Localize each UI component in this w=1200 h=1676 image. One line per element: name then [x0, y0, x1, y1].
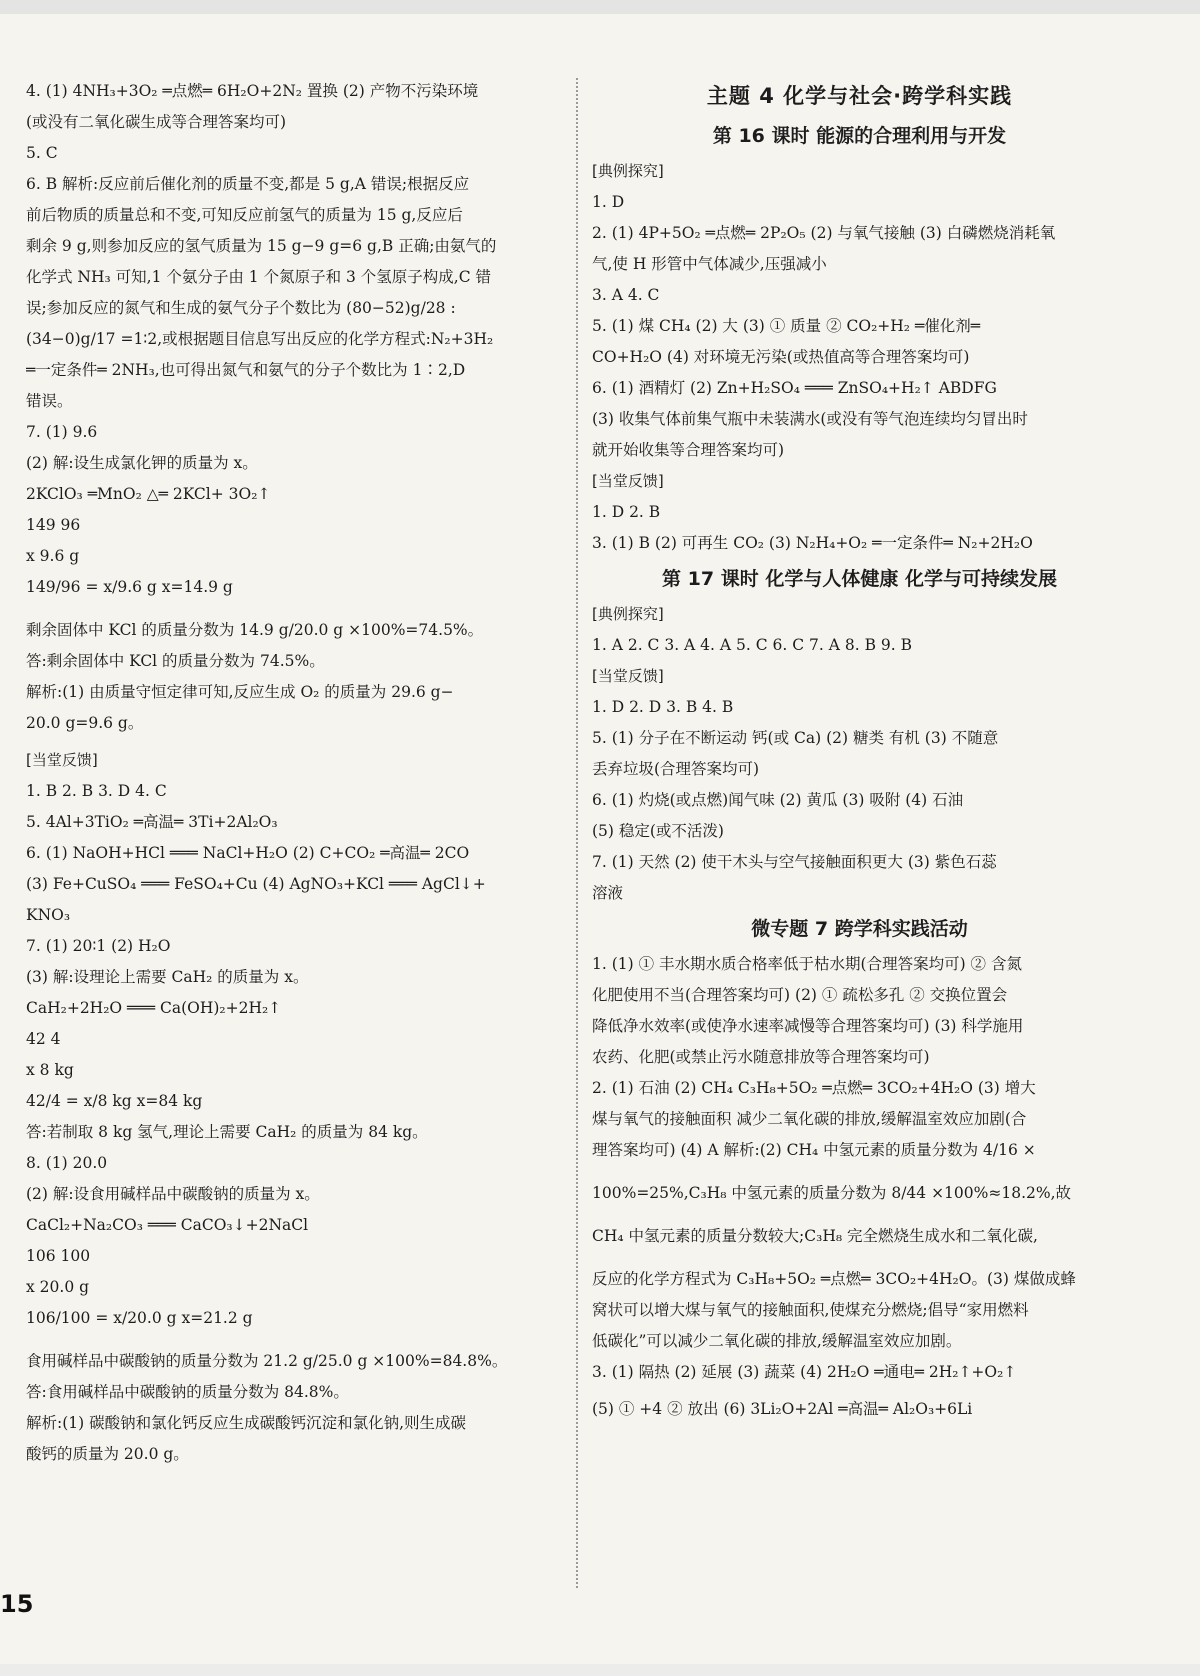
- text-line: 1. D: [592, 193, 625, 211]
- text-line: 误;参加反应的氮气和生成的氨气分子个数比为 (80−52)g/28 :: [26, 299, 456, 317]
- spacer: [592, 1252, 1127, 1264]
- text-line: 5. (1) 分子在不断运动 钙(或 Ca) (2) 糖类 有机 (3) 不随意: [592, 729, 999, 747]
- text-line: 149/96 = x/9.6 g x=14.9 g: [26, 578, 233, 596]
- subsection-label: [典例探究]: [592, 605, 664, 623]
- text-line: 3. (1) B (2) 可再生 CO₂ (3) N₂H₄+O₂ ═一定条件═ N₂+2H₂O: [592, 534, 1033, 552]
- column-divider: [576, 78, 578, 1588]
- text-line: 窝状可以增大煤与氧气的接触面积,使煤充分燃烧;倡导“家用燃料: [592, 1301, 1029, 1319]
- text-line: CH₄ 中氢元素的质量分数较大;C₃H₈ 完全燃烧生成水和二氧化碳,: [592, 1227, 1038, 1245]
- text-line: 前后物质的质量总和不变,可知反应前氢气的质量为 15 g,反应后: [26, 206, 463, 224]
- text-line: 7. (1) 天然 (2) 使干木头与空气接触面积更大 (3) 紫色石蕊: [592, 853, 997, 871]
- text-line: 106/100 = x/20.0 g x=21.2 g: [26, 1309, 253, 1327]
- text-line: 6. (1) 酒精灯 (2) Zn+H₂SO₄ ═══ ZnSO₄+H₂↑ ABDFG: [592, 379, 997, 397]
- section-title: 第 16 课时 能源的合理利用与开发: [712, 125, 1007, 147]
- text-line: ═一定条件═ 2NH₃,也可得出氮气和氨气的分子个数比为 1∶2,D: [26, 361, 466, 379]
- text-line: 1. (1) ① 丰水期水质合格率低于枯水期(合理答案均可) ② 含氮: [592, 955, 1022, 973]
- text-line: 100%=25%,C₃H₈ 中氢元素的质量分数为 8/44 ×100%≈18.2%,故: [592, 1184, 1072, 1202]
- topic-title: 主题 4 化学与社会·跨学科实践: [706, 84, 1013, 108]
- text-line: 就开始收集等合理答案均可): [592, 441, 785, 459]
- text-line: KNO₃: [26, 906, 71, 924]
- text-line: 6. (1) 灼烧(或点燃)闻气味 (2) 黄瓜 (3) 吸附 (4) 石油: [592, 791, 964, 809]
- text-line: 1. D 2. D 3. B 4. B: [592, 698, 734, 716]
- text-line: 丢弃垃圾(合理答案均可): [592, 760, 760, 778]
- spacer: [26, 603, 566, 615]
- text-line: 解析:(1) 碳酸钠和氯化钙反应生成碳酸钙沉淀和氯化钠,则生成碳: [26, 1414, 467, 1432]
- text-line: 3. A 4. C: [592, 286, 660, 304]
- text-line: (2) 解:设生成氯化钾的质量为 x。: [26, 454, 258, 472]
- text-line: x 8 kg: [26, 1061, 74, 1079]
- text-line: 2. (1) 石油 (2) CH₄ C₃H₈+5O₂ ═点燃═ 3CO₂+4H₂O (3) 增大: [592, 1079, 1036, 1097]
- text-line: 3. (1) 隔热 (2) 延展 (3) 蔬菜 (4) 2H₂O ═通电═ 2H₂↑+O₂↑: [592, 1363, 1017, 1381]
- section-title: 微专题 7 跨学科实践活动: [751, 918, 968, 940]
- text-line: 降低净水效率(或使净水速率减慢等合理答案均可) (3) 科学施用: [592, 1017, 1024, 1035]
- text-line: 低碳化”可以减少二氧化碳的排放,缓解温室效应加剧。: [592, 1332, 962, 1350]
- text-line: 5. (1) 煤 CH₄ (2) 大 (3) ① 质量 ② CO₂+H₂ ═催化剂═: [592, 317, 981, 335]
- right-column: [592, 76, 1127, 1425]
- text-line: (3) 收集气体前集气瓶中未装满水(或没有等气泡连续均匀冒出时: [592, 410, 1028, 428]
- spacer: [26, 1334, 566, 1346]
- text-line: 20.0 g=9.6 g。: [26, 714, 144, 732]
- text-line: (3) 解:设理论上需要 CaH₂ 的质量为 x。: [26, 968, 309, 986]
- text-line: 剩余 9 g,则参加反应的氢气质量为 15 g−9 g=6 g,B 正确;由氨气的: [26, 237, 497, 255]
- text-line: 答:若制取 8 kg 氢气,理论上需要 CaH₂ 的质量为 84 kg。: [26, 1123, 428, 1141]
- bottom-margin-band: [0, 1664, 1200, 1676]
- text-line: 6. (1) NaOH+HCl ═══ NaCl+H₂O (2) C+CO₂ ═高温═ 2CO: [26, 844, 470, 862]
- text-line: (5) 稳定(或不活泼): [592, 822, 724, 840]
- text-line: 理答案均可) (4) A 解析:(2) CH₄ 中氢元素的质量分数为 4/16 ×: [592, 1141, 1036, 1159]
- text-line: 42/4 = x/8 kg x=84 kg: [26, 1092, 203, 1110]
- text-line: 反应的化学方程式为 C₃H₈+5O₂ ═点燃═ 3CO₂+4H₂O。(3) 煤做成蜂: [592, 1270, 1076, 1288]
- subsection-label: [当堂反馈]: [592, 667, 664, 685]
- text-line: 7. (1) 20∶1 (2) H₂O: [26, 937, 171, 955]
- text-line: 答:剩余固体中 KCl 的质量分数为 74.5%。: [26, 652, 325, 670]
- text-line: 2KClO₃ ═MnO₂ △═ 2KCl+ 3O₂↑: [26, 485, 271, 503]
- text-line: 溶液: [592, 884, 624, 902]
- text-line: (2) 解:设食用碱样品中碳酸钠的质量为 x。: [26, 1185, 320, 1203]
- text-line: 煤与氧气的接触面积 减少二氧化碳的排放,缓解温室效应加剧(合: [592, 1110, 1027, 1128]
- subsection-label: [典例探究]: [592, 162, 664, 180]
- text-line: 1. B 2. B 3. D 4. C: [26, 782, 167, 800]
- text-line: 1. D 2. B: [592, 503, 661, 521]
- subsection-label: [当堂反馈]: [592, 472, 664, 490]
- text-line: CaCl₂+Na₂CO₃ ═══ CaCO₃↓+2NaCl: [26, 1216, 309, 1234]
- text-line: 5. 4Al+3TiO₂ ═高温═ 3Ti+2Al₂O₃: [26, 813, 278, 831]
- text-line: 农药、化肥(或禁止污水随意排放等合理答案均可): [592, 1048, 930, 1066]
- text-line: 4. (1) 4NH₃+3O₂ ═点燃═ 6H₂O+2N₂ 置换 (2) 产物不污染环境: [26, 82, 479, 100]
- text-line: (3) Fe+CuSO₄ ═══ FeSO₄+Cu (4) AgNO₃+KCl ═══ AgCl↓+: [26, 875, 486, 893]
- text-line: 食用碱样品中碳酸钠的质量分数为 21.2 g/25.0 g ×100%=84.8%。: [26, 1352, 508, 1370]
- text-line: 剩余固体中 KCl 的质量分数为 14.9 g/20.0 g ×100%=74.5%。: [26, 621, 484, 639]
- section-title: 第 17 课时 化学与人体健康 化学与可持续发展: [662, 568, 1057, 590]
- text-line: (34−0)g/17 =1∶2,或根据题目信息写出反应的化学方程式:N₂+3H₂: [26, 330, 494, 348]
- spacer: [592, 1166, 1127, 1178]
- text-line: 酸钙的质量为 20.0 g。: [26, 1445, 189, 1463]
- text-line: 化学式 NH₃ 可知,1 个氨分子由 1 个氮原子和 3 个氢原子构成,C 错: [26, 268, 492, 286]
- text-line: 8. (1) 20.0: [26, 1154, 108, 1172]
- text-line: 42 4: [26, 1030, 61, 1048]
- text-line: 气,使 H 形管中气体减少,压强减小: [592, 255, 827, 273]
- text-line: 2. (1) 4P+5O₂ ═点燃═ 2P₂O₅ (2) 与氧气接触 (3) 白磷燃烧消耗氧: [592, 224, 1056, 242]
- text-line: 149 96: [26, 516, 81, 534]
- spacer: [592, 1209, 1127, 1221]
- text-line: x 9.6 g: [26, 547, 80, 565]
- text-line: CO+H₂O (4) 对环境无污染(或热值高等合理答案均可): [592, 348, 970, 366]
- text-line: 1. A 2. C 3. A 4. A 5. C 6. C 7. A 8. B 9. B: [592, 636, 912, 654]
- text-line: 错误。: [26, 392, 73, 410]
- text-line: 5. C: [26, 144, 58, 162]
- text-line: x 20.0 g: [26, 1278, 90, 1296]
- text-line: 答:食用碱样品中碳酸钠的质量分数为 84.8%。: [26, 1383, 349, 1401]
- top-margin-band: [0, 0, 1200, 14]
- text-line: 106 100: [26, 1247, 91, 1265]
- text-line: 解析:(1) 由质量守恒定律可知,反应生成 O₂ 的质量为 29.6 g−: [26, 683, 454, 701]
- text-line: (或没有二氧化碳生成等合理答案均可): [26, 113, 287, 131]
- subsection-label: [当堂反馈]: [26, 751, 98, 769]
- text-line: 7. (1) 9.6: [26, 423, 98, 441]
- text-line: 6. B 解析:反应前后催化剂的质量不变,都是 5 g,A 错误;根据反应: [26, 175, 470, 193]
- page-number: 15: [0, 1590, 34, 1618]
- text-line: CaH₂+2H₂O ═══ Ca(OH)₂+2H₂↑: [26, 999, 282, 1017]
- text-line: (5) ① +4 ② 放出 (6) 3Li₂O+2Al ═高温═ Al₂O₃+6Li: [592, 1400, 973, 1418]
- text-line: 化肥使用不当(合理答案均可) (2) ① 疏松多孔 ② 交换位置会: [592, 986, 1008, 1004]
- left-column: [26, 76, 566, 1470]
